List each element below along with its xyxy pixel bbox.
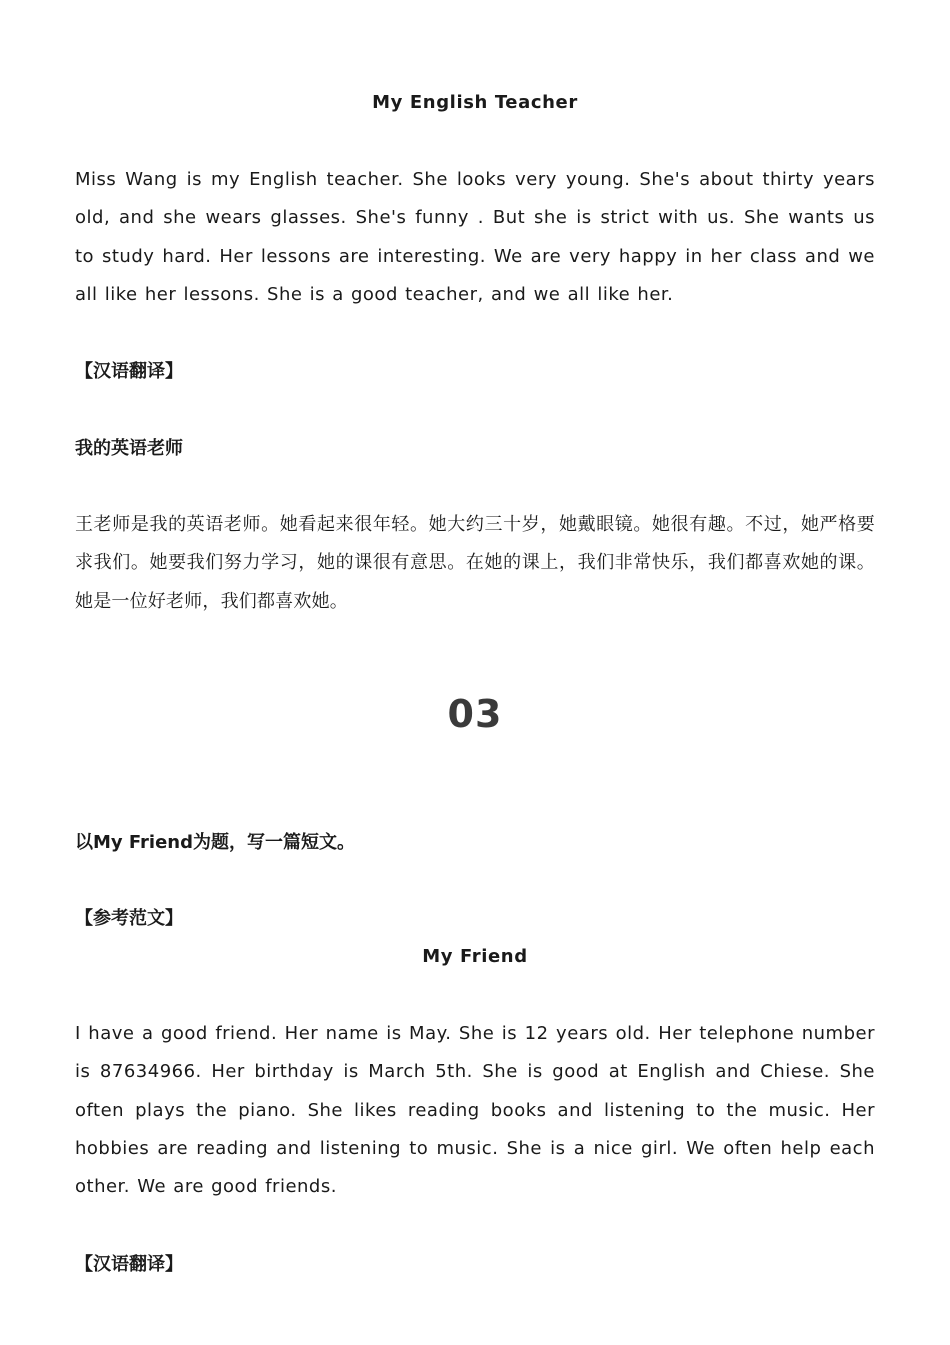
essay-body-my-friend: I have a good friend. Her name is May. She is 12 years old. Her telephone number is 87634966. Her birthday is March 5th. She is good at English and Chiese. She often plays the piano. She likes reading books and listening to the music. Her hobbies are reading and listening to music. She is a nice girl. We often help each other. We are good friends.	[75, 1023, 875, 1198]
translation-body: 王老师是我的英语老师。她看起来很年轻。她大约三十岁，她戴眼镜。她很有趣。不过，她严格要求我们。她要我们努力学习，她的课很有意思。在她的课上，我们非常快乐，我们都喜欢她的课。她是一位好老师，我们都喜欢她。	[75, 514, 875, 612]
section-number: 03	[447, 692, 503, 736]
translation-label-2: 【汉语翻译】	[75, 1254, 183, 1275]
translation-label: 【汉语翻译】	[75, 361, 183, 382]
writing-prompt: 以My Friend为题，写一篇短文。	[75, 832, 356, 853]
essay-body-english-teacher: Miss Wang is my English teacher. She looks very young. She's about thirty years old, and she wears glasses. She's funny . But she is strict with us. She wants us to study hard. Her lessons are interesting. We are very happy in her class and we all like her lessons. She is a good teacher, and we all like her.	[75, 169, 875, 305]
essay-title-english-teacher: My English Teacher	[372, 92, 578, 113]
essay-title-my-friend: My Friend	[422, 946, 528, 967]
sample-essay-label: 【参考范文】	[75, 908, 183, 929]
translation-title: 我的英语老师	[75, 438, 183, 459]
